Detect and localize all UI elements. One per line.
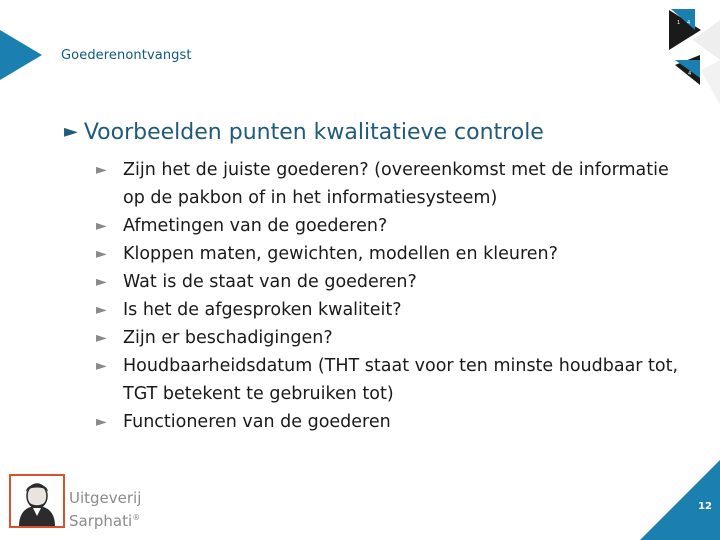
list-item-text: Functioneren van de goederen	[123, 412, 391, 432]
portrait-icon	[11, 476, 63, 526]
course-title: Goederenontvangst	[61, 48, 192, 63]
bullet-list	[96, 156, 696, 436]
svg-text:1: 1	[677, 20, 681, 26]
heading-bullet-icon: ►	[64, 121, 78, 142]
bullet-icon: ►	[96, 218, 107, 234]
bullet-icon: ►	[96, 246, 107, 262]
svg-text:1: 1	[678, 71, 682, 77]
slide-heading	[64, 120, 544, 145]
list-item	[96, 408, 696, 436]
list-item-text: Kloppen maten, gewichten, modellen en kleuren?	[123, 244, 558, 264]
list-item	[96, 324, 696, 352]
list-item	[96, 156, 696, 212]
heading-text: Voorbeelden punten kwalitatieve controle	[83, 120, 544, 145]
publisher-name	[69, 488, 141, 531]
bullet-icon: ►	[96, 330, 107, 346]
list-item	[96, 240, 696, 268]
svg-text:4: 4	[688, 71, 692, 77]
corner-decoration	[655, 0, 720, 110]
left-tab-decoration	[0, 30, 45, 80]
publisher-line1: Uitgeverij	[69, 489, 142, 507]
bullet-icon: ►	[96, 302, 107, 318]
list-item-text: Zijn het de juiste goederen? (overeenkomst met de informatie op de pakbon of in het informatiesysteem)	[123, 160, 669, 208]
list-item	[96, 296, 696, 324]
page-number: 12	[698, 501, 712, 512]
svg-text:4: 4	[687, 20, 691, 26]
publisher-line2: Sarphati	[69, 512, 133, 530]
publisher-logo	[9, 474, 65, 528]
bullet-icon: ►	[96, 162, 107, 178]
list-item-text: Wat is de staat van de goederen?	[123, 272, 417, 292]
bullet-icon: ►	[96, 274, 107, 290]
list-item-text: Zijn er beschadigingen?	[123, 328, 333, 348]
list-item-text: Afmetingen van de goederen?	[123, 216, 388, 236]
bullet-icon: ►	[96, 414, 107, 430]
list-item	[96, 212, 696, 240]
bullet-icon: ►	[96, 358, 107, 374]
list-item-text: Is het de afgesproken kwaliteit?	[123, 300, 402, 320]
list-item	[96, 352, 696, 408]
list-item	[96, 268, 696, 296]
list-item-text: Houdbaarheidsdatum (THT staat voor ten minste houdbaar tot, TGT betekent te gebruiken tot)	[123, 356, 679, 404]
page-number-triangle	[640, 460, 720, 540]
registered-mark: ®	[132, 513, 141, 522]
